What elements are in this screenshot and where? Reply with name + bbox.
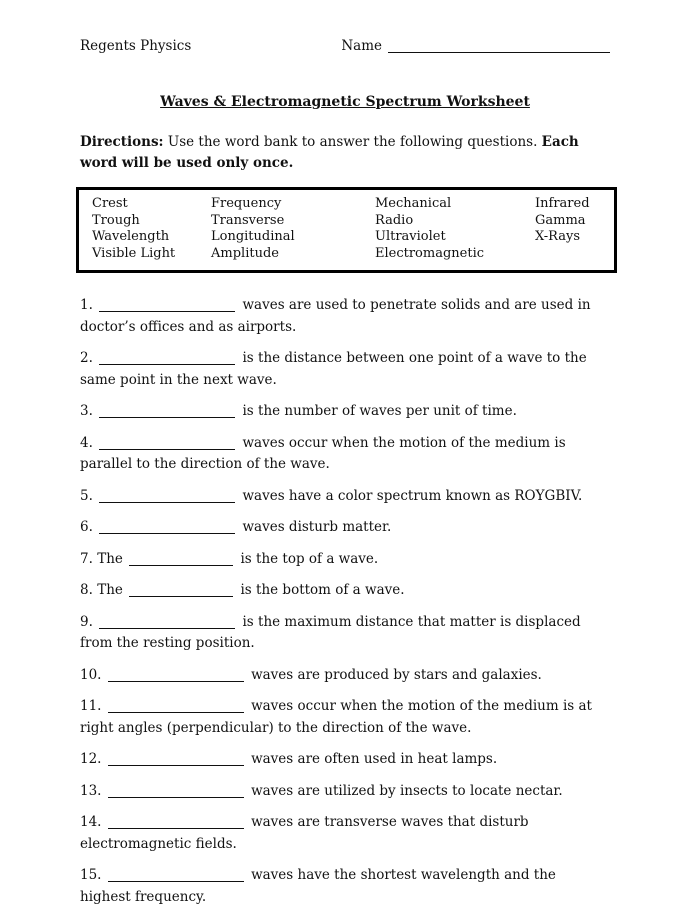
page-header: [80, 38, 610, 54]
question-text: waves are used to penetrate solids and are used in doctor’s offices and as airports.: [80, 297, 591, 335]
question-12: [80, 749, 610, 771]
answer-blank: [99, 627, 235, 629]
question-2: [80, 348, 610, 391]
question-text: is the distance between one point of a wave to the same point in the next wave.: [80, 350, 587, 388]
name-label: Name: [341, 38, 382, 54]
question-number: 11.: [80, 698, 102, 714]
course-label: Regents Physics: [80, 38, 192, 54]
answer-blank: [108, 880, 244, 882]
question-number: 6.: [80, 519, 93, 535]
question-9: [80, 612, 610, 655]
question-text: waves are often used in heat lamps.: [251, 751, 498, 767]
question-list: [80, 295, 610, 908]
question-number: 12.: [80, 751, 102, 767]
question-text: is the number of waves per unit of time.: [242, 403, 517, 419]
question-pre-text: The: [97, 582, 123, 598]
name-field: [341, 38, 610, 54]
question-pre-text: The: [97, 550, 123, 567]
question-1: [80, 295, 610, 338]
word-bank-word: Amplitude: [211, 245, 279, 261]
question-number: 5.: [80, 487, 93, 504]
question-text: waves have the shortest wavelength and the highest frequency.: [80, 867, 556, 905]
word-bank-box: [76, 187, 617, 273]
answer-blank: [108, 764, 244, 766]
question-text: waves disturb matter.: [242, 519, 392, 535]
question-13: [80, 781, 610, 803]
question-number: 9.: [80, 613, 93, 630]
question-number: 7.: [80, 550, 93, 567]
word-bank-word: Mechanical: [375, 196, 452, 211]
question-text: waves have a color spectrum known as ROYGBIV.: [242, 487, 583, 504]
word-bank-column-1: [92, 196, 211, 262]
answer-blank: [129, 595, 233, 597]
word-bank-word: Radio: [375, 212, 414, 228]
question-15: [80, 865, 610, 908]
question-text: is the maximum distance that matter is displaced from the resting position.: [80, 613, 581, 651]
word-bank-column-4: [535, 196, 610, 262]
answer-blank: [108, 827, 244, 829]
question-text: is the bottom of a wave.: [240, 582, 405, 598]
question-text: waves occur when the motion of the medium is parallel to the direction of the wave.: [80, 434, 566, 472]
question-number: 13.: [80, 782, 102, 799]
word-bank-word: Frequency: [211, 196, 282, 211]
directions: [80, 132, 610, 174]
question-text: waves occur when the motion of the medium is at right angles (perpendicular) to the direction of the wave.: [80, 698, 592, 736]
question-11: [80, 696, 610, 739]
question-14: [80, 812, 610, 855]
word-bank-word: Infrared: [535, 196, 590, 211]
question-8: [80, 580, 610, 602]
answer-blank: [108, 796, 244, 798]
word-bank-word: Transverse: [211, 212, 285, 228]
answer-blank: [108, 711, 244, 713]
directions-emphasis: Each word will be used only once.: [80, 134, 579, 171]
question-number: 15.: [80, 867, 102, 883]
question-5: [80, 486, 610, 508]
word-bank-word: Wavelength: [92, 229, 170, 244]
answer-blank: [99, 416, 235, 418]
question-4: [80, 433, 610, 476]
question-3: [80, 401, 610, 423]
word-bank-word: Trough: [92, 212, 140, 228]
question-text: waves are transverse waves that disturb electromagnetic fields.: [80, 814, 529, 852]
question-text: is the top of a wave.: [240, 550, 379, 567]
word-bank-word: X-Rays: [535, 229, 581, 244]
directions-label: Directions:: [80, 134, 164, 150]
question-number: 8.: [80, 582, 93, 598]
question-text: waves are produced by stars and galaxies.: [251, 666, 542, 683]
question-number: 4.: [80, 434, 93, 451]
worksheet-title: Waves & Electromagnetic Spectrum Worksheet: [160, 94, 530, 110]
answer-blank: [99, 448, 235, 450]
answer-blank: [99, 501, 235, 503]
word-bank-word: Crest: [92, 196, 128, 211]
name-blank-line: [388, 51, 610, 53]
answer-blank: [129, 564, 233, 566]
answer-blank: [108, 680, 244, 682]
question-number: 3.: [80, 403, 93, 419]
word-bank-word: Visible Light: [92, 245, 176, 261]
word-bank-word: Longitudinal: [211, 229, 295, 244]
question-6: [80, 517, 610, 539]
question-number: 2.: [80, 350, 93, 366]
answer-blank: [99, 310, 235, 312]
answer-blank: [99, 363, 235, 365]
word-bank-word: Ultraviolet: [375, 229, 446, 244]
word-bank-column-2: [211, 196, 375, 262]
question-number: 14.: [80, 814, 102, 830]
question-number: 1.: [80, 297, 93, 313]
directions-body: Use the word bank to answer the following questions.: [167, 134, 538, 150]
question-7: [80, 549, 610, 571]
question-text: waves are utilized by insects to locate nectar.: [251, 782, 563, 799]
answer-blank: [99, 532, 235, 534]
word-bank-word: Gamma: [535, 212, 586, 228]
question-number: 10.: [80, 666, 102, 683]
word-bank-column-3: [375, 196, 535, 262]
question-10: [80, 665, 610, 687]
word-bank-word: Electromagnetic: [375, 245, 485, 261]
